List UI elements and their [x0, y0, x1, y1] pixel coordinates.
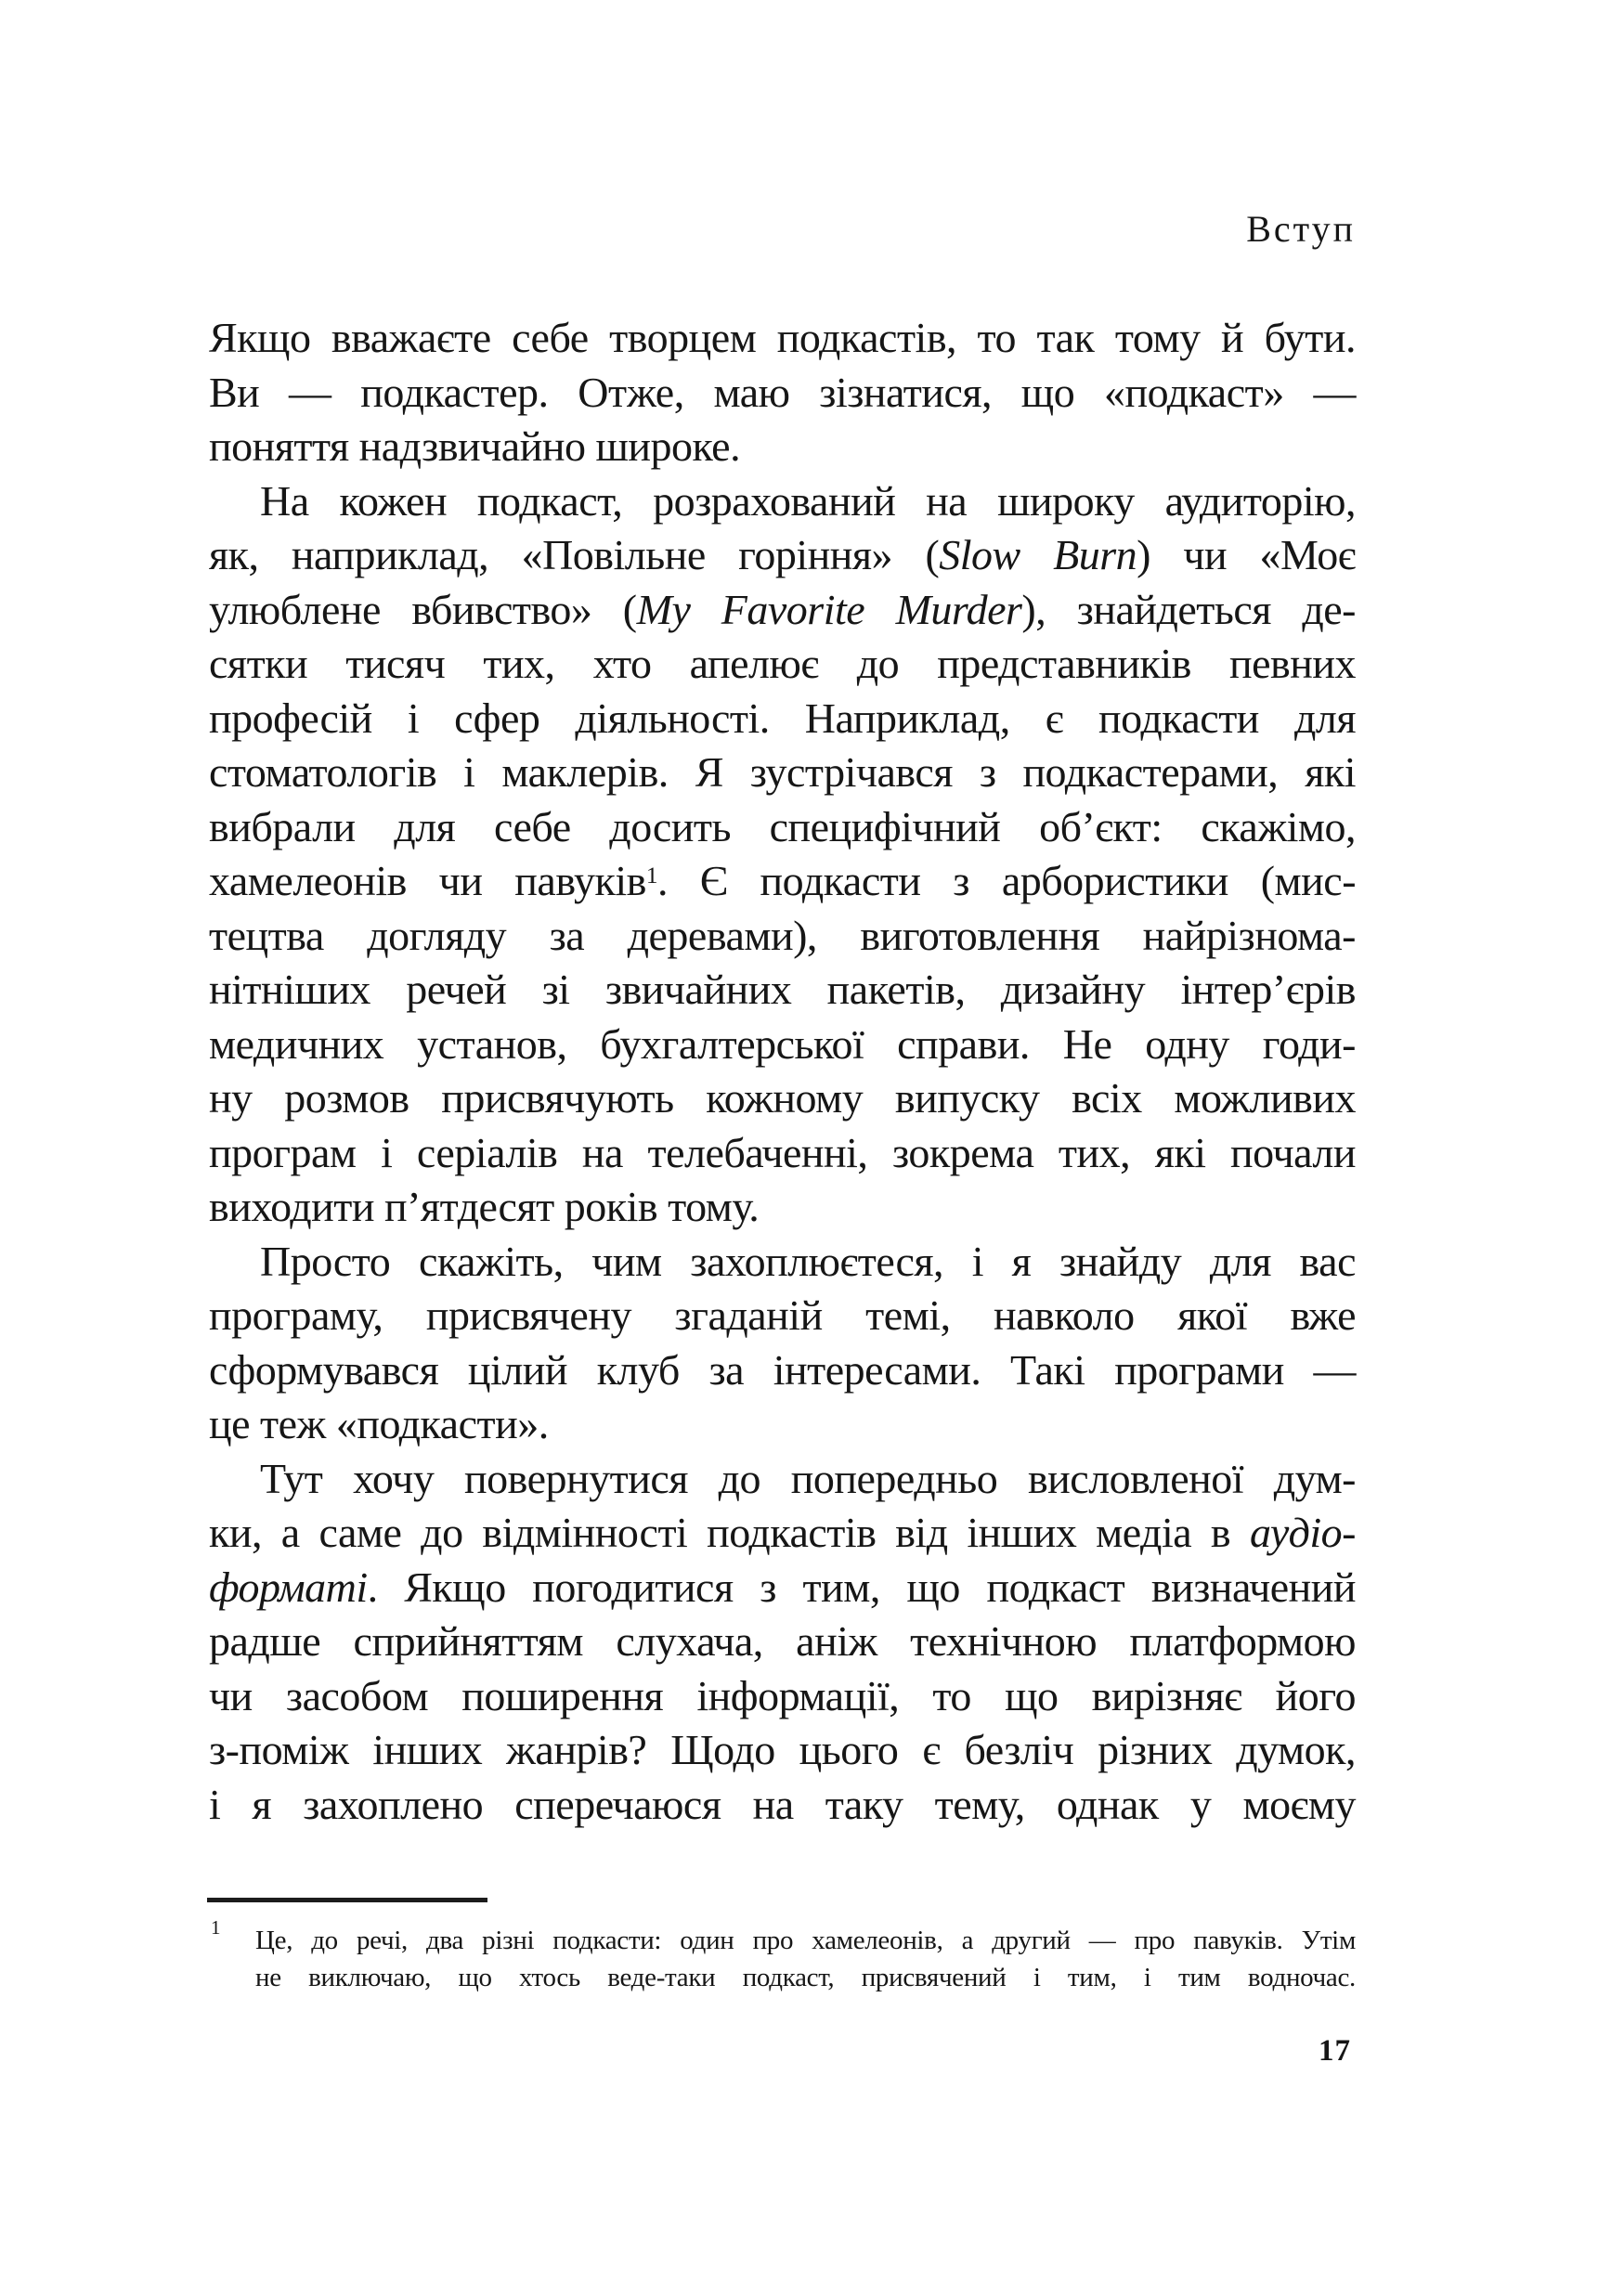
- body-line: Тут хочу повернутися до попередньо висловленої дум-: [260, 1454, 1356, 1502]
- body-line: Ви — подкастер. Отже, маю зізнатися, що «подкаст» —: [209, 368, 1356, 416]
- body-line: улюблене вбивство» (My Favorite Murder), знайдеться де-: [209, 585, 1357, 633]
- page-number: 17: [1319, 2034, 1351, 2068]
- footnote-line: не виключаю, що хтось веде-таки подкаст, присвячений і тим, і тим водночас.: [255, 1963, 1356, 1992]
- body-line: це теж «подкасти».: [209, 1400, 549, 1447]
- body-line: ки, а саме до відмінності подкастів від інших медіа в аудіо-: [209, 1509, 1356, 1556]
- body-line: як, наприклад, «Повільне горіння» (Slow Burn) чи «Моє: [209, 531, 1356, 578]
- footnote-text: [255, 1922, 1356, 1996]
- chapter-header: Вступ: [1246, 208, 1356, 250]
- body-line: медичних установ, бухгалтерської справи. Не одну годи-: [209, 1019, 1356, 1068]
- body-line: радше сприйняттям слухача, аніж технічною платформою: [209, 1617, 1356, 1665]
- body-line: вибрали для себе досить специфічний об’єкт: скажімо,: [209, 802, 1356, 850]
- body-line: стоматологів і маклерів. Я зустрічався з подкастерами, які: [209, 748, 1356, 796]
- body-text: [209, 311, 1356, 1832]
- body-line: і я захоплено сперечаюся на таку тему, однак у моєму: [209, 1780, 1356, 1828]
- body-line: поняття надзвичайно широке.: [209, 422, 741, 470]
- body-line: професій і сфер діяльності. Наприклад, є подкасти для: [209, 694, 1356, 742]
- body-line: програм і серіалів на телебаченні, зокрема тих, які почали: [209, 1128, 1356, 1176]
- footnote-line: Це, до речі, два різні подкасти: один про хамелеонів, а другий — про павуків. Утім: [255, 1926, 1356, 1955]
- body-line: На кожен подкаст, розрахований на широку аудиторію,: [260, 476, 1356, 525]
- body-line: виходити п’ятдесят років тому.: [209, 1183, 760, 1230]
- body-line: хамелеонів чи павуків$^1$. Є подкасти з арбористики (мис-: [209, 857, 1357, 904]
- footnote-divider: [207, 1898, 487, 1902]
- body-line: програму, присвячену згаданій темі, навколо якої вже: [209, 1291, 1356, 1339]
- body-line: тецтва догляду за деревами), виготовлення найрізнома-: [209, 911, 1356, 959]
- body-line: з-поміж інших жанрів? Щодо цього є безліч різних думок,: [209, 1726, 1356, 1773]
- body-line: ну розмов присвячують кожному випуску всіх можливих: [209, 1074, 1356, 1122]
- body-line: Якщо вважаєте себе творцем подкастів, то так тому й бути.: [209, 314, 1356, 361]
- body-line: сформувався цілий клуб за інтересами. Такі програми —: [209, 1345, 1356, 1394]
- body-line: форматі. Якщо погодитися з тим, що подкаст визначений: [209, 1563, 1356, 1611]
- body-line: нітніших речей зі звичайних пакетів, дизайну інтер’єрів: [209, 966, 1356, 1013]
- body-line: сятки тисяч тих, хто апелює до представників певних: [209, 640, 1356, 687]
- body-line: чи засобом поширення інформації, то що вирізняє його: [209, 1671, 1356, 1719]
- body-line: Просто скажіть, чим захоплюєтеся, і я знайду для вас: [260, 1237, 1356, 1285]
- footnote-marker: 1: [211, 1916, 221, 1939]
